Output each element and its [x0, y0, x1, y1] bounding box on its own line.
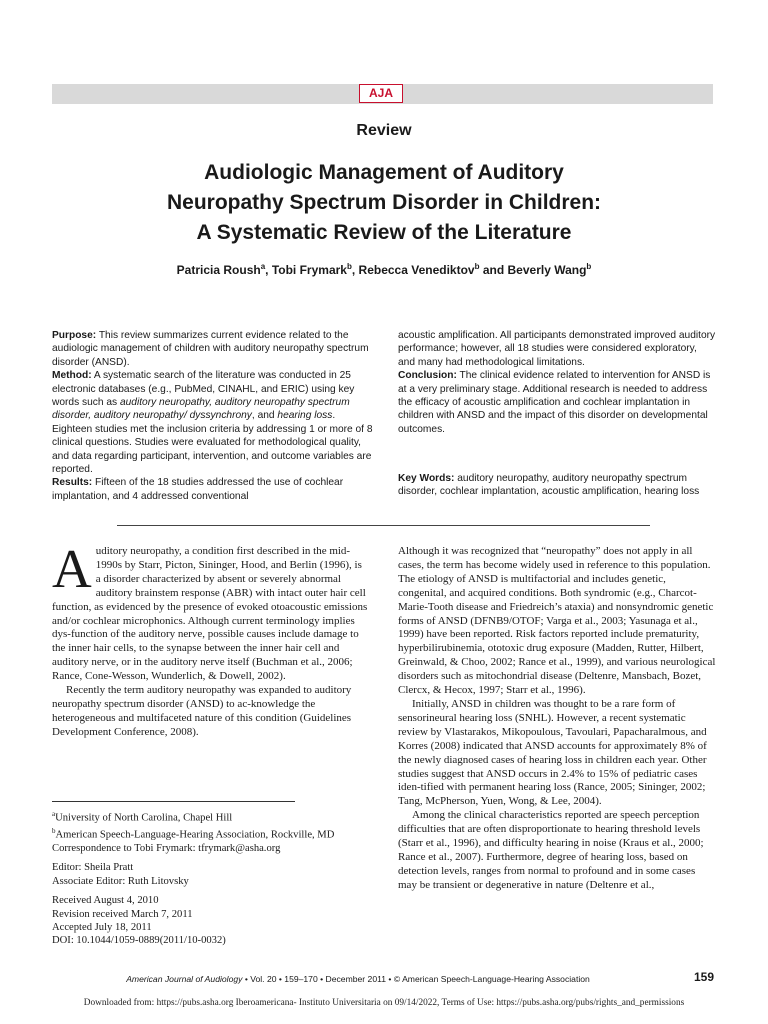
drop-cap: A [52, 538, 92, 599]
footnotes [52, 808, 368, 948]
method-keywords: auditory neuropathy, auditory neuropathy spectrum disorder, auditory neuropathy/ dyssynchrony [52, 397, 350, 422]
method-text: A systematic search of the literature was conducted in 25 electronic databases (e.g., PubMed, CINAHL, and ERIC) using key words such as [52, 370, 355, 409]
abstract-method [52, 369, 374, 476]
section-label: Review [356, 122, 412, 139]
author-affiliation: a [260, 262, 266, 271]
download-notice: Downloaded from: https://pubs.asha.org Iberoamericana- Instituto Universitaria on 09/14/2022, Terms of Use: https://pubs.asha.org/pubs/rights_and_permissions [83, 998, 685, 1008]
results-text: Fifteen of the 18 studies addressed the use of cochlear implantation, and 4 addressed conventional [52, 477, 344, 502]
title-line: Audiologic Management of Auditory [204, 161, 564, 184]
page-number: 159 [693, 970, 714, 984]
article-title [60, 158, 708, 248]
conclusion-text: The clinical evidence related to intervention for ANSD is at a very preliminary stage. Additional research is needed to address the efficacy of acoustic amplification and cochlear implantation in children with ANSD and the impact of this disorder on developmental outcomes. [398, 370, 711, 435]
abstract-results [52, 476, 374, 503]
footnote-divider [52, 801, 295, 802]
title-line: A Systematic Review of the Literature [196, 221, 572, 244]
body-paragraph: Recently the term auditory neuropathy was expanded to auditory neuropathy spectrum disorder (ANSD) to ac-knowledge the heterogeneous and multifaceted nature of this condition (Guidelines Development Conference, 2008). [52, 684, 352, 738]
method-keywords: hearing loss [277, 410, 333, 422]
purpose-text: This review summarizes current evidence related to the audiologic management of children with auditory neuropathy spectrum disorder (ANSD). [52, 330, 369, 368]
doi: DOI: 10.1044/1059-0889(2011/10-0032) [52, 935, 226, 947]
abstract-conclusion [398, 369, 716, 436]
keywords [398, 472, 716, 499]
author-name: Tobi Frymark [271, 263, 347, 277]
author-separator: , [265, 263, 272, 277]
footer-details: • Vol. 20 • 159–170 • December 2011 • © American Speech-Language-Hearing Association [242, 974, 590, 984]
method-label: Method: [52, 370, 92, 382]
keywords-text: auditory neuropathy, auditory neuropathy spectrum disorder, cochlear implantation, acoustic amplification, hearing loss [398, 473, 700, 498]
abstract-purpose [52, 329, 374, 369]
body-right-column [398, 545, 716, 893]
author-name: Patricia Roush [176, 263, 261, 277]
affiliation-b: $^b$American Speech-Language-Hearing Association, Rockville, MD [52, 826, 335, 841]
correspondence: Correspondence to Tobi Frymark: tfrymark@asha.org [52, 842, 281, 854]
paragraph-text: uditory neuropathy, a condition first described in the mid-1990s by Starr, Picton, Sininger, Hood, and Berlin (1996), is a disorder characterized by absent or severely abnormal auditory brainstem response (ABR) with intact outer hair cell function, as evidenced by the presence of evoked otoacoustic emissions and/or cochlear microphonics. Although current terminology implies dys-function of the auditory nerve, possible causes include damage to the inner hair cells, to the synapse between the inner hair cell and auditory nerve, or in the auditory nerve itself (Buchman et al., 2006; Rance, Cone-Wesson, Wunderlich, & Dowell, 2002). [52, 545, 368, 683]
body-paragraph: Among the clinical characteristics reported are speech perception difficulties that are often disproportionate to hearing threshold levels (Starr et al., 1996), and difficulty hearing in noise (Kraus et al., 2000; Rance et al., 2007). Furthermore, degree of hearing loss, based on detection levels, ranges from normal to profound and in some cases may be transient or degenerative in nature (Deltenre et al., [398, 809, 704, 891]
associate-editor: Associate Editor: Ruth Litovsky [52, 875, 189, 887]
body-paragraph [52, 538, 368, 684]
author-separator: and [479, 263, 508, 277]
journal-badge: AJA [359, 84, 403, 103]
accepted-date: Accepted July 18, 2011 [52, 921, 152, 933]
author-affiliation: b [346, 262, 352, 271]
results-continued: acoustic amplification. All participants demonstrated improved auditory performance; however, all 18 studies were considered exploratory, and many had methodological limitations. [398, 330, 716, 368]
body-left-column [52, 538, 368, 740]
author-name: Rebecca Venediktov [358, 263, 475, 277]
method-text: . Eighteen studies met the inclusion criteria by addressing 1 or more of 8 clinical questions. Studies were evaluated for methodological quality, and data regarding participant, intervention, and outcome variables are reported. [52, 410, 373, 476]
author-name: Beverly Wang [507, 263, 587, 277]
author-affiliation: b [474, 262, 480, 271]
received-date: Received August 4, 2010 [52, 895, 159, 907]
purpose-label: Purpose: [52, 330, 97, 341]
method-text: , and [251, 410, 278, 422]
results-label: Results: [52, 477, 93, 489]
affiliation-a: $^a$University of North Carolina, Chapel Hill [52, 810, 233, 824]
body-paragraph: Although it was recognized that “neuropathy” does not apply in all cases, the term has become widely used in reference to this population. The etiology of ANSD is multifactorial and includes genetic, congenital, and acquired conditions. Both syndromic (e.g., Charcot-Marie-Tooth disease and Friedreich’s ataxia) and nonsyndromic genetic forms of ANSD (DFNB9/OTOF; Varga et al., 2003; Yasunaga et al., 1999) have been reported. Risk factors reported include prematurity, hyperbilirubinemia, ototoxic drug exposure (Madden, Rutter, Hilbert, Greinwald, & Choo, 2002; Rance et al., 1999), and various neurological disorders such as mitochondrial disease (Deltenre, Mansbach, Bozet, Clercx, & Hecox, 1997; Starr et al., 1996). [398, 545, 716, 697]
revision-date: Revision received March 7, 2011 [52, 908, 193, 920]
abstract-left-column [52, 329, 374, 503]
title-line: Neuropathy Spectrum Disorder in Children: [166, 191, 602, 214]
abstract-right-column [398, 329, 716, 436]
section-divider [117, 525, 650, 526]
author-separator: , [351, 263, 359, 277]
journal-name: American Journal of Audiology [126, 974, 243, 984]
conclusion-label: Conclusion: [398, 370, 457, 382]
keywords-label: Key Words: [398, 473, 455, 484]
author-affiliation: b [586, 262, 592, 271]
editor: Editor: Sheila Pratt [52, 862, 134, 874]
body-paragraph: Initially, ANSD in children was thought to be a rare form of sensorineural hearing loss (SNHL). However, a recent systematic review by Vlastarakos, Mikopoulous, Tavoulari, Papacharalmous, and Korres (2008) indicated that ANSD accounts for approximately 8% of the newly diagnosed cases of hearing loss in children each year. Other studies suggest that ANSD occurs in 2.4% to 15% of pediatric cases iden-tified with permanent hearing loss (Rance, 2005; Sininger, 2002; Tang, McPherson, Yuen, Wong, & Lee, 2004). [398, 697, 707, 808]
author-list [40, 262, 728, 277]
page-footer [52, 974, 664, 984]
